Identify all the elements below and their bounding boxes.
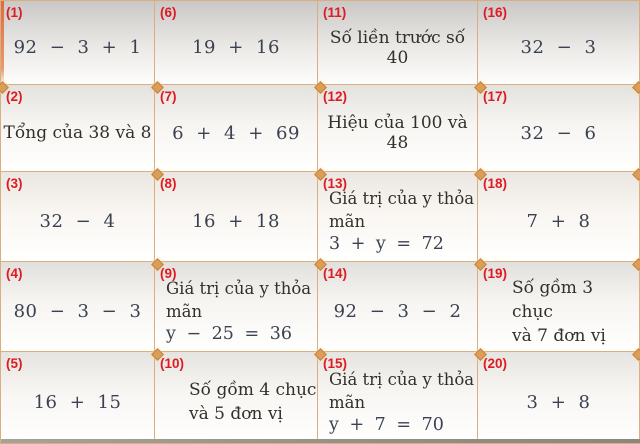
problem-text: 80 − 3 − 3 bbox=[13, 301, 142, 322]
problem-cell-6[interactable] bbox=[155, 1, 318, 85]
problem-cell-18[interactable] bbox=[478, 172, 639, 262]
problem-cell-4[interactable] bbox=[1, 262, 155, 352]
problem-number: (11) bbox=[323, 5, 347, 20]
problem-number: (20) bbox=[483, 356, 508, 371]
problem-text: 32 − 3 bbox=[520, 37, 597, 58]
problem-cell-2[interactable] bbox=[1, 85, 155, 172]
problem-text: 7 + 8 bbox=[526, 211, 591, 232]
problem-number: (13) bbox=[323, 176, 348, 191]
problem-text: 92 − 3 + 1 bbox=[13, 37, 142, 58]
problem-cell-15[interactable] bbox=[318, 352, 478, 443]
problem-cell-3[interactable] bbox=[1, 172, 155, 262]
problem-cell-9[interactable] bbox=[155, 262, 318, 352]
problem-text: Giá trị của y thỏa mãn y − 25 = 36 bbox=[166, 279, 312, 344]
problem-cell-20[interactable] bbox=[478, 352, 639, 443]
problem-text: Số gồm 3 chục và 7 đơn vị bbox=[512, 277, 606, 346]
problem-text: Tổng của 38 và 8 bbox=[3, 123, 152, 143]
problem-text: Số liền trước số 40 bbox=[329, 27, 466, 68]
problem-number: (6) bbox=[160, 5, 177, 20]
problem-number: (8) bbox=[160, 176, 177, 191]
problem-cell-1[interactable] bbox=[1, 1, 155, 85]
problem-text: Số gồm 4 chục và 5 đơn vị bbox=[189, 380, 317, 424]
problem-number: (14) bbox=[323, 266, 348, 281]
problem-number: (19) bbox=[483, 266, 508, 281]
problem-cell-16[interactable] bbox=[478, 1, 639, 85]
problem-number: (15) bbox=[323, 356, 348, 371]
problem-number: (4) bbox=[6, 266, 23, 281]
problem-cell-13[interactable] bbox=[318, 172, 478, 262]
problem-text: 16 + 15 bbox=[33, 391, 122, 413]
problem-cell-19[interactable] bbox=[478, 262, 639, 352]
problem-text: 6 + 4 + 69 bbox=[172, 122, 300, 144]
problem-cell-12[interactable] bbox=[318, 85, 478, 172]
problem-number: (1) bbox=[6, 5, 23, 20]
problem-text: 16 + 18 bbox=[192, 211, 280, 232]
problem-cell-8[interactable] bbox=[155, 172, 318, 262]
problem-text: Giá trị của y thỏa mãn y + 7 = 70 bbox=[329, 369, 475, 435]
problem-text: 32 − 6 bbox=[520, 122, 597, 144]
problem-cell-17[interactable] bbox=[478, 85, 639, 172]
problem-text: Giá trị của y thỏa mãn 3 + y = 72 bbox=[329, 189, 475, 254]
bottom-edge-band bbox=[1, 439, 640, 443]
problem-text: 19 + 16 bbox=[192, 37, 280, 58]
problem-cell-11[interactable] bbox=[318, 1, 478, 85]
problem-text: 92 − 3 − 2 bbox=[333, 301, 462, 322]
problem-cell-7[interactable] bbox=[155, 85, 318, 172]
problem-number: (10) bbox=[160, 356, 185, 371]
problem-number: (18) bbox=[483, 176, 508, 191]
problem-text: 3 + 8 bbox=[526, 391, 591, 413]
problem-number: (3) bbox=[6, 176, 23, 191]
problem-number: (5) bbox=[6, 356, 23, 371]
problem-number: (16) bbox=[483, 5, 508, 20]
problem-cell-14[interactable] bbox=[318, 262, 478, 352]
problem-number: (7) bbox=[160, 89, 177, 104]
problem-number: (12) bbox=[323, 89, 348, 104]
problem-number: (2) bbox=[6, 89, 23, 104]
left-edge-artifact bbox=[1, 1, 4, 85]
problem-text: 32 − 4 bbox=[39, 211, 116, 232]
problem-number: (9) bbox=[160, 266, 177, 281]
problem-text: Hiệu của 100 và 48 bbox=[327, 113, 468, 153]
problem-cell-10[interactable] bbox=[155, 352, 318, 443]
problem-cell-5[interactable] bbox=[1, 352, 155, 443]
problem-number: (17) bbox=[483, 89, 508, 104]
